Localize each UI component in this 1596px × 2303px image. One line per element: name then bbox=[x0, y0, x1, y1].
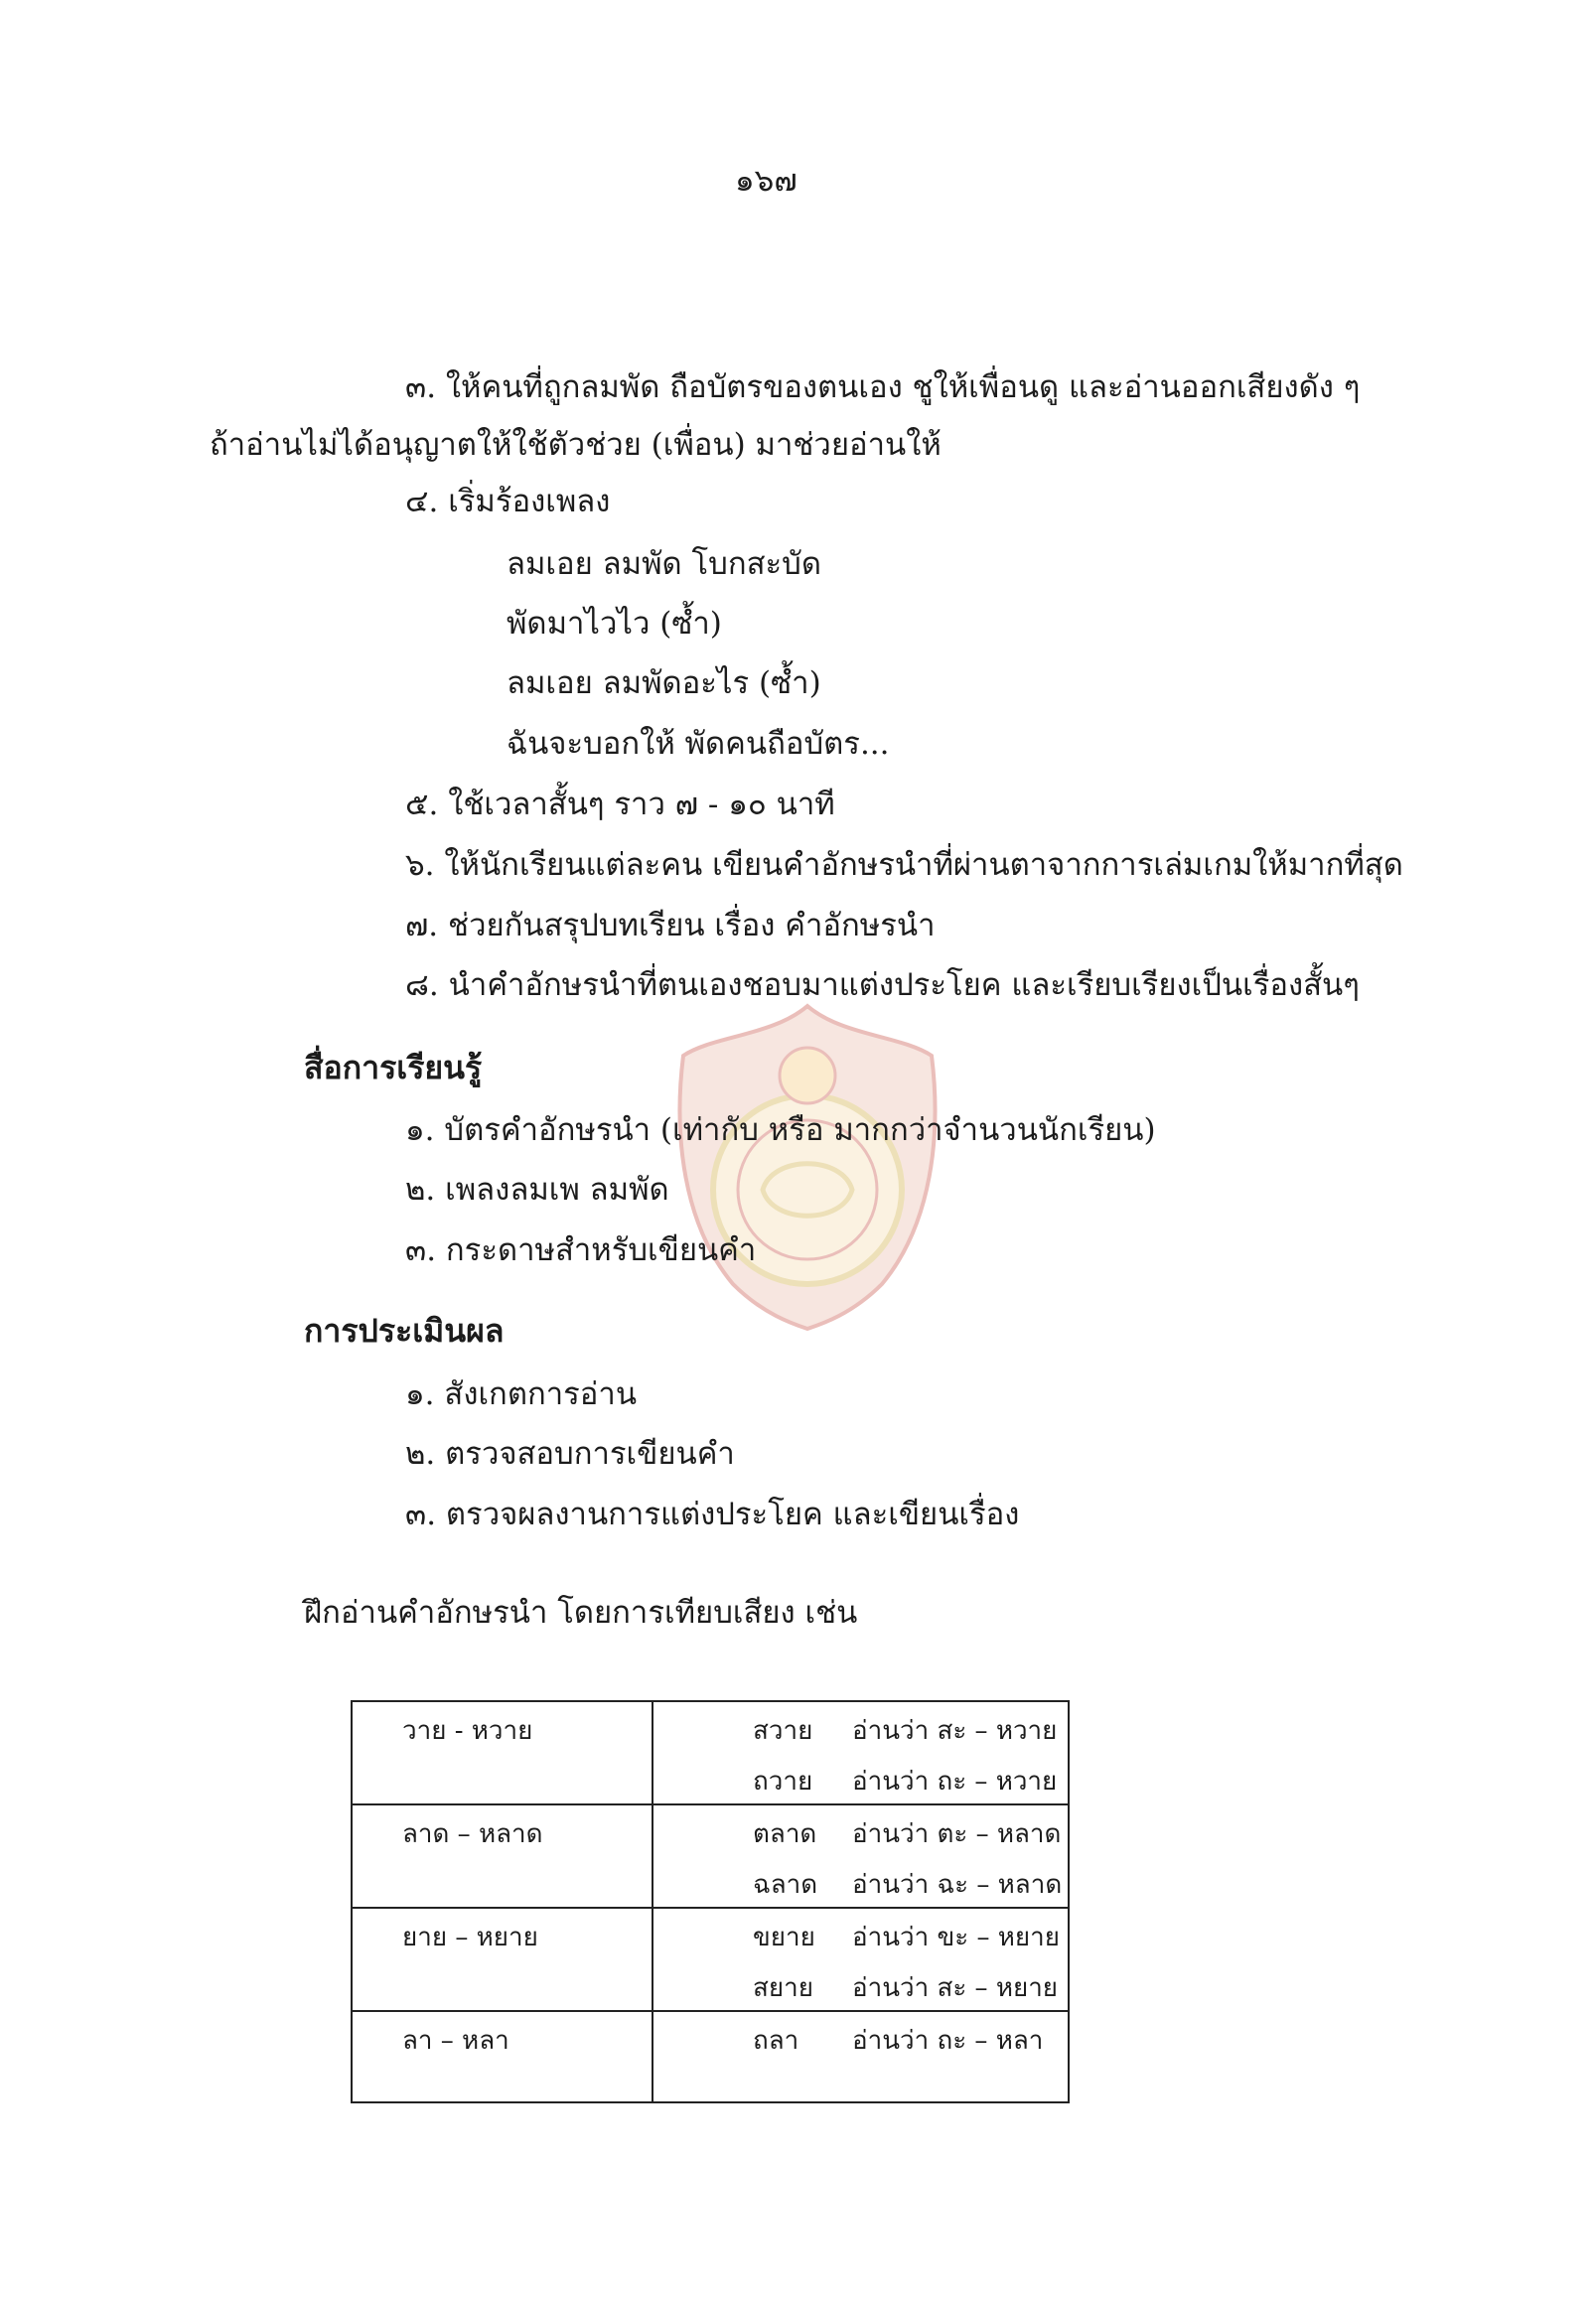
materials-item bbox=[405, 1230, 756, 1270]
item-number: ๒. bbox=[405, 1436, 436, 1472]
reading-cell: อ่านว่า ฉะ – หลาด bbox=[852, 1856, 1069, 1908]
materials-item bbox=[405, 1170, 669, 1210]
item-number: ๒. bbox=[405, 1172, 436, 1208]
item-text: ตรวจผลงานการแต่งประโยค และเขียนเรื่อง bbox=[445, 1497, 1020, 1532]
step-3 bbox=[405, 367, 1360, 407]
item-text: เพลงลมเพ ลมพัด bbox=[445, 1172, 669, 1208]
item-text: ตรวจสอบการเขียนคำ bbox=[445, 1436, 735, 1472]
step-4 bbox=[405, 482, 610, 521]
materials-heading: สื่อการเรียนรู้ bbox=[304, 1049, 483, 1086]
step-6 bbox=[405, 845, 1403, 885]
step-3-continuation: ถ้าอ่านไม่ได้อนุญาตให้ใช้ตัวช่วย (เพื่อน) มาช่วยอ่านให้ bbox=[210, 427, 942, 463]
word-cell: สวาย bbox=[753, 1716, 813, 1746]
vocab-table bbox=[351, 1700, 1070, 2103]
page-number: ๑๖๗ bbox=[735, 163, 798, 199]
evaluation-item bbox=[405, 1374, 637, 1414]
song-line: ลมเอย ลมพัดอะไร (ซ้ำ) bbox=[507, 665, 821, 701]
step-number: ๕. bbox=[405, 787, 439, 822]
item-number: ๓. bbox=[405, 1497, 437, 1532]
reading-cell: อ่านว่า ถะ – หวาย bbox=[852, 1753, 1069, 1804]
word-cell: ขยาย bbox=[753, 1923, 815, 1952]
word-cell: สยาย bbox=[753, 1973, 813, 2003]
item-number: ๑. bbox=[405, 1376, 435, 1412]
evaluation-item bbox=[405, 1434, 735, 1474]
word-cell: ฉลาด bbox=[753, 1870, 818, 1900]
word-cell: ถวาย bbox=[753, 1767, 813, 1797]
evaluation-item bbox=[405, 1495, 1019, 1534]
item-number: ๓. bbox=[405, 1232, 437, 1268]
pair-cell: วาย - หวาย bbox=[352, 1701, 653, 1804]
step-text: ช่วยกันสรุปบทเรียน เรื่อง คำอักษรนำ bbox=[448, 908, 936, 943]
step-5 bbox=[405, 785, 835, 824]
step-text: ให้นักเรียนแต่ละคน เขียนคำอักษรนำที่ผ่านตาจากการเล่มเกมให้มากที่สุด bbox=[444, 847, 1403, 883]
step-text: นำคำอักษรนำที่ตนเองชอบมาแต่งประโยค และเรียบเรียงเป็นเรื่องสั้นๆ bbox=[448, 967, 1360, 1003]
word-cell: ตลาด bbox=[753, 1819, 817, 1849]
item-number: ๑. bbox=[405, 1112, 435, 1148]
step-text: เริ่มร้องเพลง bbox=[448, 484, 611, 519]
word-cell: ถลา bbox=[753, 2026, 799, 2056]
reading-cell: อ่านว่า สะ – หยาย bbox=[852, 1959, 1069, 2011]
song-line: ลมเอย ลมพัด โบกสะบัด bbox=[507, 546, 821, 582]
song-line: พัดมาไวไว (ซ้ำ) bbox=[507, 606, 722, 642]
step-number: ๗. bbox=[405, 908, 439, 943]
pair-cell: ลาด – หลาด bbox=[352, 1804, 653, 1908]
step-number: ๖. bbox=[405, 847, 435, 883]
table-row bbox=[352, 2011, 1069, 2102]
item-text: กระดาษสำหรับเขียนคำ bbox=[445, 1232, 757, 1268]
reading-cell: อ่านว่า สะ – หวาย bbox=[852, 1701, 1069, 1753]
song-line: ฉันจะบอกให้ พัดคนถือบัตร... bbox=[507, 726, 890, 762]
table-row bbox=[352, 1908, 1069, 1959]
evaluation-heading: การประเมินผล bbox=[304, 1312, 505, 1350]
step-7 bbox=[405, 906, 936, 945]
materials-item bbox=[405, 1110, 1156, 1150]
item-text: บัตรคำอักษรนำ (เท่ากับ หรือ มากกว่าจำนวนนักเรียน) bbox=[444, 1112, 1156, 1148]
table-row bbox=[352, 1701, 1069, 1753]
step-number: ๔. bbox=[405, 484, 439, 519]
pair-cell: ลา – หลา bbox=[352, 2011, 653, 2102]
table-row bbox=[352, 1804, 1069, 1856]
step-8 bbox=[405, 965, 1360, 1005]
step-text: ให้คนที่ถูกลมพัด ถือบัตรของตนเอง ชูให้เพื่อนดู และอ่านออกเสียงดัง ๆ bbox=[445, 369, 1361, 405]
reading-cell: อ่านว่า ตะ – หลาด bbox=[852, 1804, 1069, 1856]
step-text: ใช้เวลาสั้นๆ ราว ๗ - ๑๐ นาที bbox=[448, 787, 835, 822]
step-number: ๓. bbox=[405, 369, 437, 405]
reading-cell: อ่านว่า ขะ – หยาย bbox=[852, 1908, 1069, 1959]
reading-cell: อ่านว่า ถะ – หลา bbox=[852, 2011, 1069, 2102]
step-number: ๘. bbox=[405, 967, 439, 1003]
pair-cell: ยาย – หยาย bbox=[352, 1908, 653, 2011]
practice-intro: ฝึกอ่านคำอักษรนำ โดยการเทียบเสียง เช่น bbox=[304, 1595, 858, 1631]
watermark-seal-icon bbox=[653, 996, 961, 1334]
item-text: สังเกตการอ่าน bbox=[444, 1376, 638, 1412]
